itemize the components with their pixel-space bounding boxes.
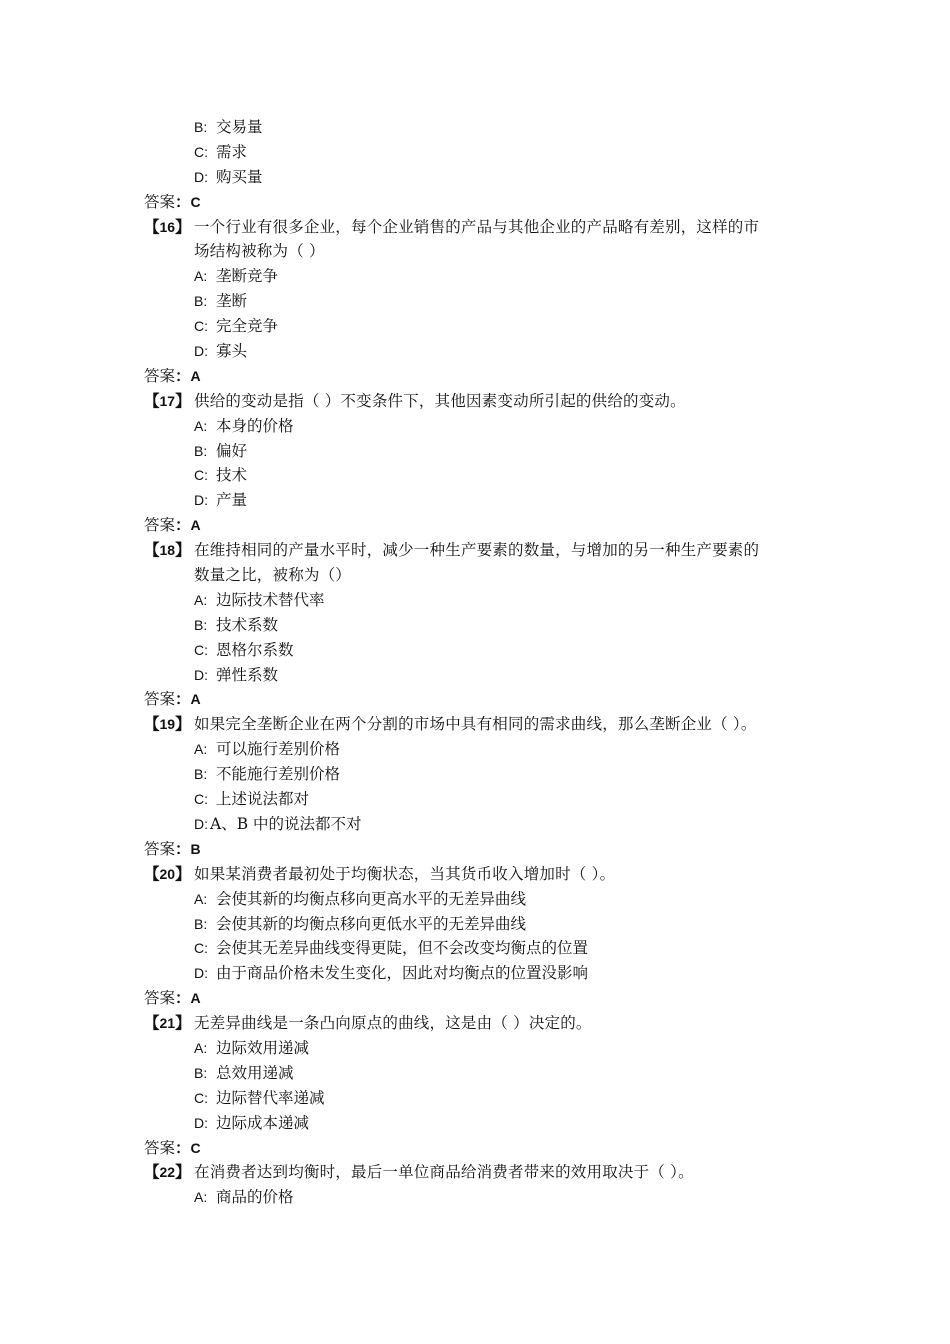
answer-value: C xyxy=(190,193,201,210)
option-text: 总效用递减 xyxy=(216,1063,294,1082)
option-text: 会使其新的均衡点移向更高水平的无差异曲线 xyxy=(216,889,527,908)
question-text: 数量之比，被称为（） xyxy=(194,566,352,585)
option-text: 由于商品价格未发生变化，因此对均衡点的位置没影响 xyxy=(216,964,589,983)
option-text: 不能施行差别价格 xyxy=(216,765,341,784)
option-letter: C: xyxy=(194,143,208,160)
option-letter: A: xyxy=(194,268,208,285)
option-text: 弹性系数 xyxy=(216,665,279,684)
option-text: 寡头 xyxy=(216,342,248,361)
option-letter: A: xyxy=(194,890,208,907)
option-letter: C: xyxy=(194,1089,208,1106)
option-line xyxy=(0,912,950,937)
option-letter: B: xyxy=(194,915,208,932)
option-text: 会使其新的均衡点移向更低水平的无差异曲线 xyxy=(216,914,527,933)
option-line xyxy=(0,1086,950,1111)
question-text: 一个行业有很多企业，每个企业销售的产品与其他企业的产品略有差别，这样的市 xyxy=(194,217,760,236)
option-line xyxy=(0,638,950,663)
answer-value: A xyxy=(190,517,201,534)
option-line xyxy=(0,463,950,488)
option-text: 需求 xyxy=(216,142,248,161)
option-line xyxy=(0,887,950,912)
question-number: 【18】 xyxy=(144,540,191,560)
option-line xyxy=(0,762,950,787)
answer-line: 答案：A xyxy=(144,365,201,385)
answer-label: 答案 xyxy=(144,366,176,385)
option-letter: B: xyxy=(194,616,208,633)
option-letter: C: xyxy=(194,467,208,484)
option-text: 商品的价格 xyxy=(216,1188,294,1207)
answer-line: 答案：C xyxy=(144,1137,201,1157)
answer-value: B xyxy=(190,840,201,857)
option-text: 边际替代率递减 xyxy=(216,1088,325,1107)
option-letter: A: xyxy=(194,417,208,434)
option-letter: A: xyxy=(194,741,208,758)
answer-line: 答案：A xyxy=(144,515,201,535)
option-text: A、B 中的说法都不对 xyxy=(210,814,362,833)
option-line xyxy=(0,961,950,986)
option-text: 恩格尔系数 xyxy=(216,640,294,659)
document-page xyxy=(0,115,950,1210)
question-number: 【20】 xyxy=(144,863,191,883)
option-line xyxy=(0,1061,950,1086)
option-line xyxy=(0,936,950,961)
option-text: 边际成本递减 xyxy=(216,1113,310,1132)
question-text: 在维持相同的产量水平时，减少一种生产要素的数量，与增加的另一种生产要素的 xyxy=(194,541,760,560)
question-number: 【16】 xyxy=(144,216,191,236)
answer-label: 答案 xyxy=(144,690,176,709)
option-line xyxy=(0,115,950,140)
option-line xyxy=(0,314,950,339)
option-text: 完全竞争 xyxy=(216,317,279,336)
question-line xyxy=(0,215,950,240)
option-letter: A: xyxy=(194,1039,208,1056)
option-line xyxy=(0,1185,950,1210)
option-line xyxy=(0,588,950,613)
option-letter: C: xyxy=(194,318,208,335)
answer-label: 答案 xyxy=(144,989,176,1008)
question-text: 如果某消费者最初处于均衡状态，当其货币收入增加时（ ）。 xyxy=(194,864,616,883)
option-line xyxy=(0,439,950,464)
question-line xyxy=(0,712,950,737)
option-text: 技术系数 xyxy=(216,615,279,634)
option-letter: D: xyxy=(194,1114,208,1131)
question-continuation xyxy=(0,563,950,588)
option-line xyxy=(0,339,950,364)
option-text: 会使其无差异曲线变得更陡，但不会改变均衡点的位置 xyxy=(216,939,589,958)
option-text: 上述说法都对 xyxy=(216,790,310,809)
question-text: 在消费者达到均衡时，最后一单位商品给消费者带来的效用取决于（ ）。 xyxy=(194,1163,694,1182)
answer-label: 答案 xyxy=(144,839,176,858)
option-letter: B: xyxy=(194,293,208,310)
option-text: 交易量 xyxy=(216,118,263,136)
question-continuation xyxy=(0,239,950,264)
question-text: 如果完全垄断企业在两个分割的市场中具有相同的需求曲线，那么垄断企业（ ）。 xyxy=(194,715,757,734)
option-letter: D: xyxy=(194,343,208,360)
option-text: 产量 xyxy=(216,491,248,510)
option-line xyxy=(0,613,950,638)
answer-line: 答案：A xyxy=(144,689,201,709)
option-text: 边际效用递减 xyxy=(216,1038,310,1057)
question-text: 无差异曲线是一条凸向原点的曲线，这是由（ ）决定的。 xyxy=(194,1014,592,1033)
option-line xyxy=(0,264,950,289)
answer-label: 答案 xyxy=(144,1138,176,1157)
option-letter: A: xyxy=(194,1189,208,1206)
option-line xyxy=(0,663,950,688)
question-text: 场结构被称为（ ） xyxy=(194,242,325,261)
answer-line: 答案：B xyxy=(144,838,201,858)
option-letter: D: xyxy=(194,965,208,982)
option-text: 边际技术替代率 xyxy=(216,590,325,609)
question-line xyxy=(0,862,950,887)
option-letter: D: xyxy=(194,492,208,509)
question-number: 【22】 xyxy=(144,1162,191,1182)
option-line xyxy=(0,737,950,762)
answer-value: A xyxy=(190,990,201,1007)
question-text: 供给的变动是指（ ）不变条件下，其他因素变动所引起的供给的变动。 xyxy=(194,391,686,410)
question-line xyxy=(0,389,950,414)
answer-line: 答案：C xyxy=(144,191,201,211)
option-line xyxy=(0,488,950,513)
question-number: 【19】 xyxy=(144,714,191,734)
question-line xyxy=(0,1011,950,1036)
question-number: 【17】 xyxy=(144,390,191,410)
option-text: 可以施行差别价格 xyxy=(216,740,341,759)
question-number: 【21】 xyxy=(144,1013,191,1033)
option-letter: D: xyxy=(194,815,208,832)
option-line xyxy=(0,812,950,837)
option-text: 购买量 xyxy=(216,167,263,186)
answer-line: 答案：A xyxy=(144,988,201,1008)
option-letter: B: xyxy=(194,1064,208,1081)
option-letter: D: xyxy=(194,666,208,683)
answer-value: A xyxy=(190,691,201,708)
option-letter: A: xyxy=(194,591,208,608)
option-line xyxy=(0,140,950,165)
answer-label: 答案 xyxy=(144,192,176,211)
option-line xyxy=(0,1036,950,1061)
option-line xyxy=(0,414,950,439)
option-line xyxy=(0,787,950,812)
option-text: 垄断竞争 xyxy=(216,267,279,286)
option-text: 技术 xyxy=(216,466,248,485)
answer-value: A xyxy=(190,367,201,384)
option-text: 垄断 xyxy=(216,292,248,311)
answer-value: C xyxy=(190,1139,201,1156)
option-letter: D: xyxy=(194,168,208,185)
option-line xyxy=(0,165,950,190)
option-text: 本身的价格 xyxy=(216,416,294,435)
option-letter: C: xyxy=(194,791,208,808)
option-letter: C: xyxy=(194,940,208,957)
option-text: 偏好 xyxy=(216,441,248,460)
option-line xyxy=(0,1111,950,1136)
option-letter: B: xyxy=(194,766,208,783)
question-line xyxy=(0,1160,950,1185)
question-line xyxy=(0,538,950,563)
option-line xyxy=(0,289,950,314)
option-letter: B: xyxy=(194,119,208,135)
option-letter: C: xyxy=(194,641,208,658)
option-letter: B: xyxy=(194,442,208,459)
answer-label: 答案 xyxy=(144,516,176,535)
